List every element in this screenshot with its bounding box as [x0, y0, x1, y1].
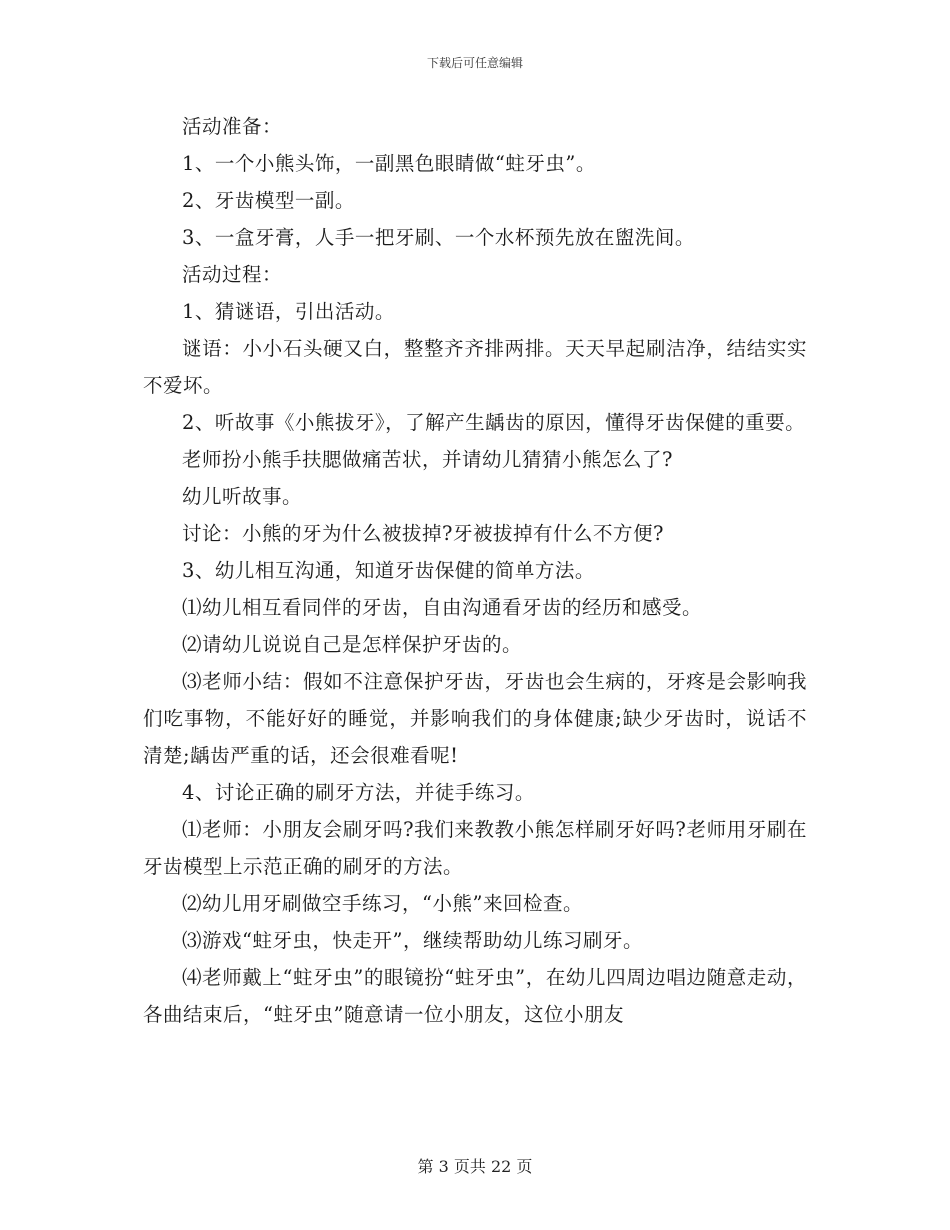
paragraph-step-2: 2、听故事《小熊拔牙》，了解产生龋齿的原因，懂得牙齿保健的重要。 [182, 411, 806, 434]
paragraph-step-3: 3、幼儿相互沟通，知道牙齿保健的简单方法。 [182, 559, 595, 582]
page-footer: 第 3 页共 22 页 [417, 1157, 533, 1176]
paragraph-prep-3: 3、一盒牙膏，人手一把牙刷、一个水杯预先放在盥洗间。 [182, 226, 695, 249]
paragraph-step-3-2: ⑵请幼儿说说自己是怎样保护牙齿的。 [182, 633, 523, 656]
paragraph-process-title: 活动过程： [182, 263, 283, 286]
paragraph-prep-2: 2、牙齿模型一副。 [182, 189, 355, 212]
paragraph-step-4-4: ⑷老师戴上“蛀牙虫”的眼镜扮“蛀牙虫”，在幼儿四周边唱边随意走动，各曲结束后，“蛀牙虫”随意请一位小朋友，这位小朋友 [143, 966, 807, 1026]
page-header: 下载后可任意编辑 [426, 56, 523, 70]
paragraph-step-4-2: ⑵幼儿用牙刷做空手练习，“小熊”来回检查。 [182, 892, 583, 915]
page-content [143, 108, 807, 1033]
paragraph-prep-title: 活动准备： [182, 115, 283, 138]
paragraph-step-4-3: ⑶游戏“蛀牙虫，快走开”，继续帮助幼儿练习刷牙。 [182, 929, 643, 952]
paragraph-step-3-1: ⑴幼儿相互看同伴的牙齿，自由沟通看牙齿的经历和感受。 [182, 596, 703, 619]
paragraph-step-1: 1、猜谜语，引出活动。 [182, 300, 395, 323]
paragraph-riddle: 谜语：小小石头硬又白，整整齐齐排两排。天天早起刷洁净，结结实实不爱坏。 [143, 337, 807, 397]
paragraph-step-4: 4、讨论正确的刷牙方法，并徒手练习。 [182, 781, 535, 804]
paragraph-teacher-act: 老师扮小熊手扶腮做痛苦状，并请幼儿猜猜小熊怎么了? [182, 448, 673, 471]
paragraph-step-3-3: ⑶老师小结：假如不注意保护牙齿，牙齿也会生病的，牙疼是会影响我们吃事物，不能好好的睡觉，并影响我们的身体健康;缺少牙齿时，说话不清楚;龋齿严重的话，还会很难看呢! [143, 670, 807, 767]
paragraph-step-4-1: ⑴老师：小朋友会刷牙吗?我们来教教小熊怎样刷牙好吗?老师用牙刷在牙齿模型上示范正确的刷牙的方法。 [143, 818, 807, 878]
paragraph-listen-story: 幼儿听故事。 [182, 485, 303, 508]
paragraph-discussion: 讨论：小熊的牙为什么被拔掉?牙被拔掉有什么不方便? [182, 522, 664, 545]
paragraph-prep-1: 1、一个小熊头饰，一副黑色眼睛做“蛀牙虫”。 [182, 152, 596, 175]
